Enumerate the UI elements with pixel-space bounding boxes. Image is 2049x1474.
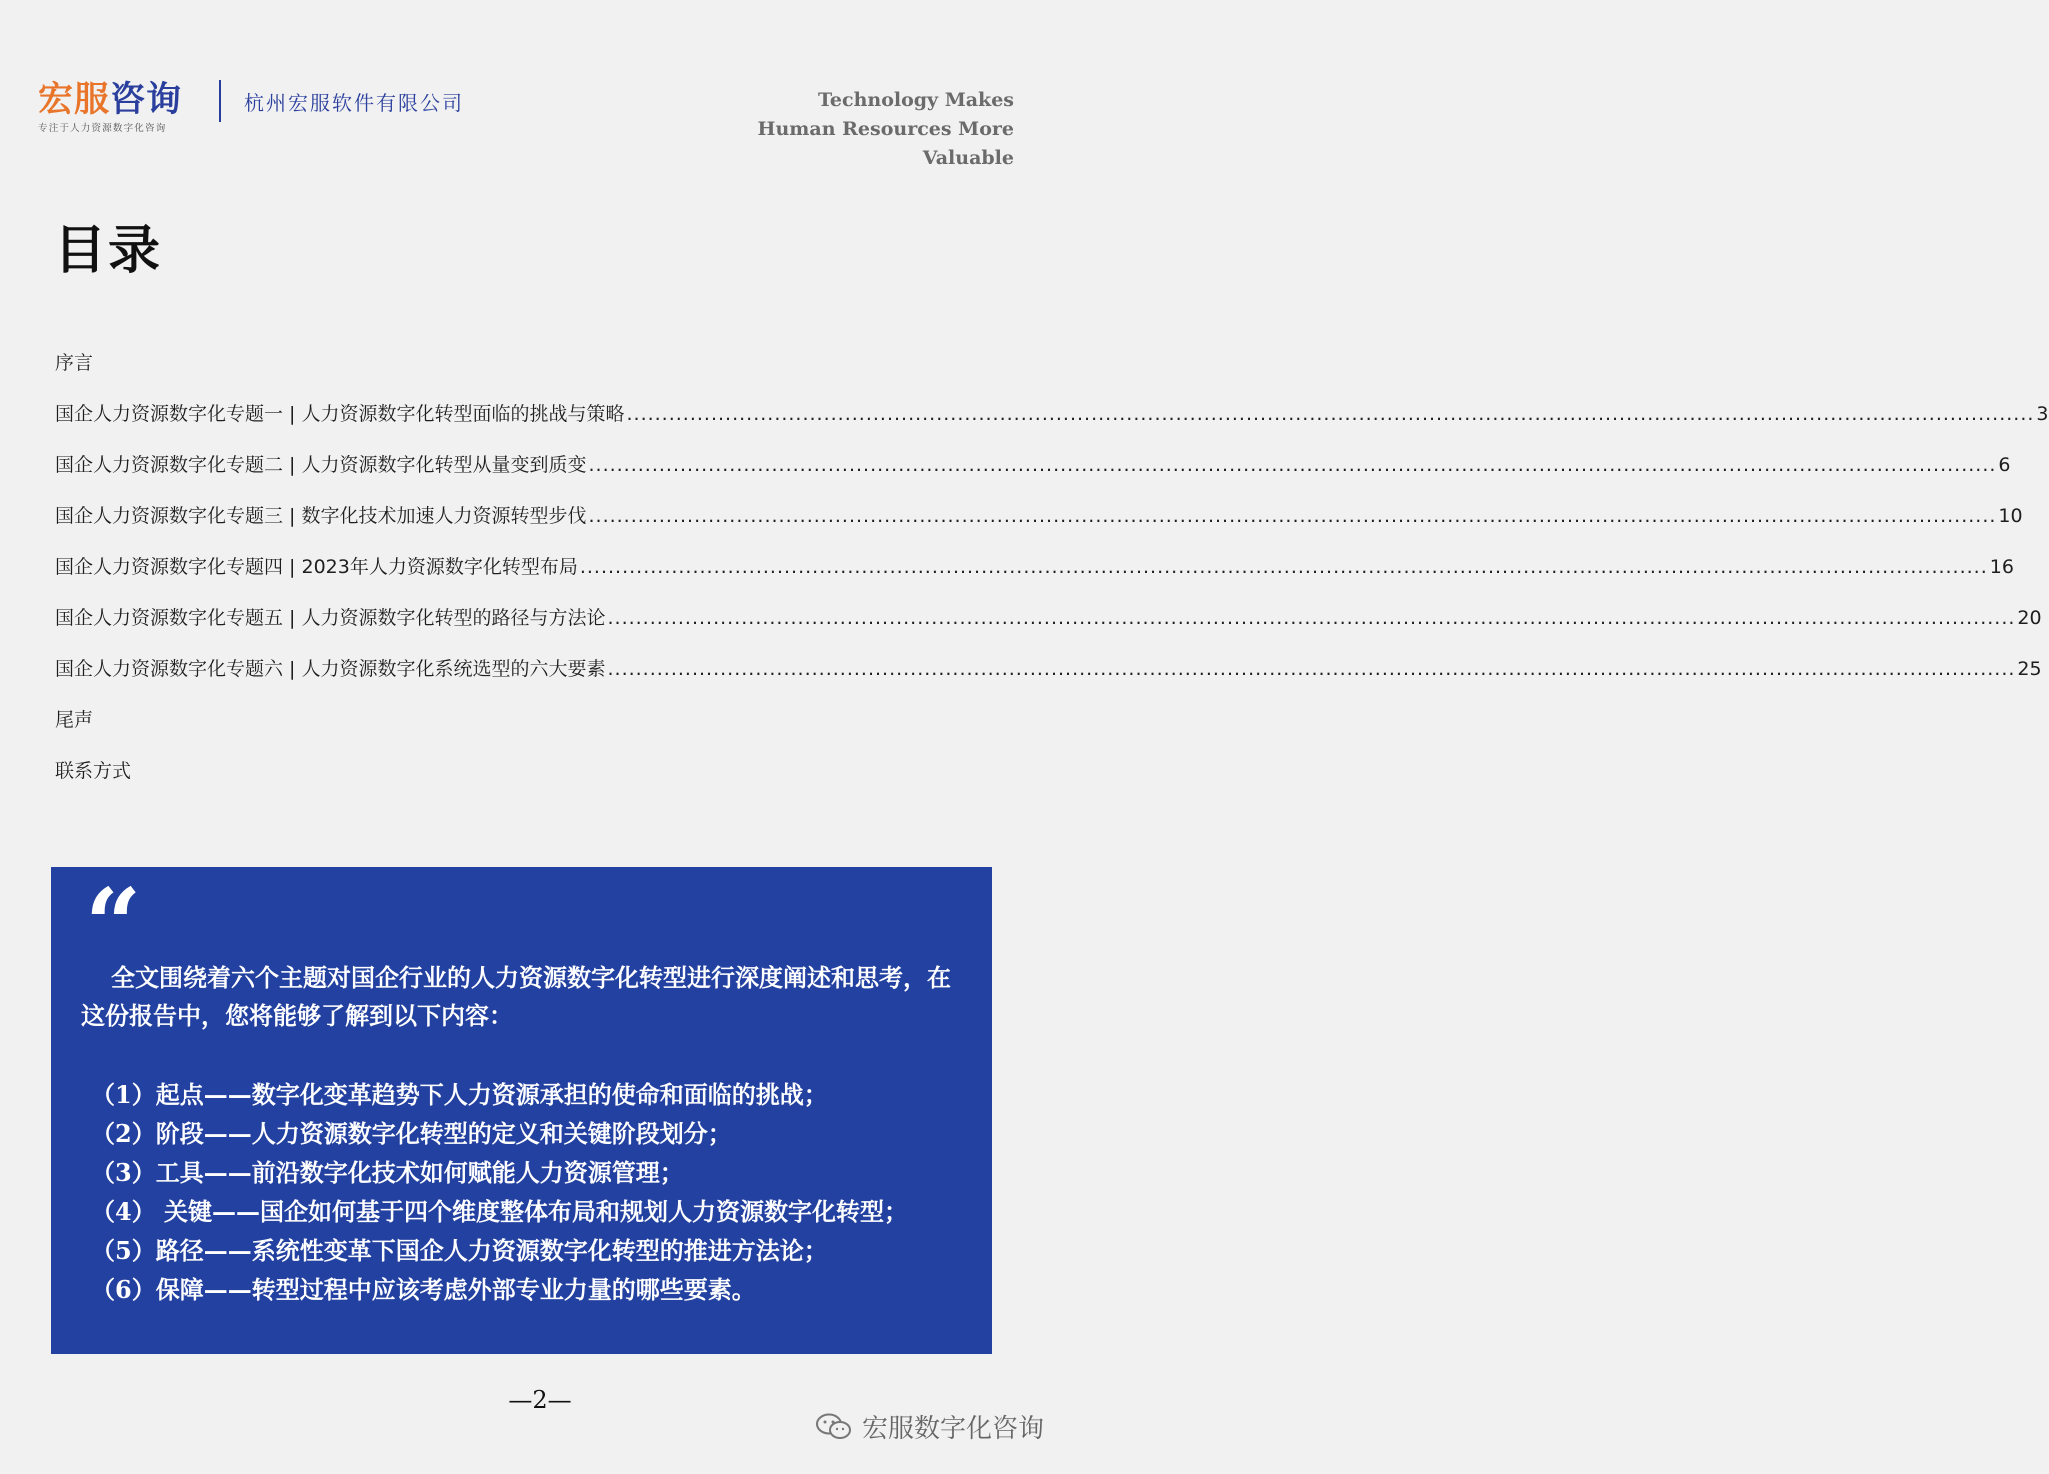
- page-number: —2—: [508, 1386, 572, 1414]
- watermark-text: 宏服数字化咨询: [861, 1414, 1044, 1444]
- logo-tagline: 专注于人力资源数字化咨询: [38, 123, 167, 134]
- toc-title: 目录: [54, 221, 163, 281]
- summary-quote-box: [51, 867, 992, 1354]
- quote-list-item: （3）工具——前沿数字化技术如何赋能人力资源管理；: [91, 1158, 684, 1187]
- quote-mark-icon: “: [85, 868, 142, 983]
- slogan-line: Human Resources More: [757, 118, 1014, 140]
- toc-entry[interactable]: [55, 501, 2023, 552]
- slogan: [734, 86, 1014, 173]
- toc-leader-dots: ........................................................................................................................................................................................................: [588, 454, 1997, 476]
- table-of-contents: [55, 348, 2049, 807]
- logo-wordmark: [38, 80, 208, 120]
- logo-text-a: 宏服: [38, 80, 111, 120]
- quote-list-item: （6）保障——转型过程中应该考虑外部专业力量的哪些要素。: [91, 1275, 756, 1304]
- toc-leader-dots: ........................................................................................................................................................................................................: [626, 403, 2035, 425]
- toc-entry-label: 国企人力资源数字化专题一 | 人力资源数字化转型面临的挑战与策略: [55, 403, 625, 425]
- toc-entry[interactable]: [55, 348, 965, 399]
- toc-entry[interactable]: [55, 756, 965, 807]
- page-header: [0, 0, 1080, 190]
- toc-entry-label: 国企人力资源数字化专题五 | 人力资源数字化转型的路径与方法论: [55, 607, 606, 629]
- toc-entry-page: 20: [2017, 607, 2042, 629]
- toc-entry[interactable]: [55, 705, 965, 756]
- company-name: 杭州宏服软件有限公司: [244, 91, 464, 115]
- wechat-icon: [814, 1412, 854, 1442]
- quote-list-item: （4） 关键——国企如何基于四个维度整体布局和规划人力资源数字化转型；: [91, 1197, 909, 1226]
- toc-leader-dots: ........................................................................................................................................................................................................: [607, 607, 2016, 629]
- toc-entry-page: 6: [1998, 454, 2011, 476]
- toc-leader-dots: ........................................................................................................................................................................................................: [607, 658, 2016, 680]
- quote-list-item: （1）起点——数字化变革趋势下人力资源承担的使命和面临的挑战；: [91, 1080, 828, 1109]
- quote-list-item: （5）路径——系统性变革下国企人力资源数字化转型的推进方法论；: [91, 1236, 828, 1265]
- slogan-line: Valuable: [922, 147, 1014, 169]
- wechat-watermark: [814, 1408, 1044, 1445]
- toc-entry-page: 3: [2036, 403, 2049, 425]
- toc-entry-label: 国企人力资源数字化专题二 | 人力资源数字化转型从量变到质变: [55, 454, 587, 476]
- toc-entry[interactable]: [55, 654, 2042, 705]
- toc-entry-label: 国企人力资源数字化专题三 | 数字化技术加速人力资源转型步伐: [55, 505, 587, 527]
- toc-entry[interactable]: [55, 450, 2011, 501]
- header-divider: [219, 80, 221, 122]
- quote-list-item: （2）阶段——人力资源数字化转型的定义和关键阶段划分；: [91, 1119, 732, 1148]
- logo-text-b: 咨询: [110, 80, 183, 120]
- toc-entry-label: 联系方式: [55, 760, 132, 782]
- toc-entry-page: 16: [1989, 556, 2014, 578]
- toc-entry-label: 尾声: [55, 709, 94, 731]
- toc-entry-page: 25: [2017, 658, 2042, 680]
- slogan-line: Technology Makes: [817, 89, 1014, 111]
- toc-entry-label: 国企人力资源数字化专题六 | 人力资源数字化系统选型的六大要素: [55, 658, 606, 680]
- toc-entry[interactable]: [55, 552, 2014, 603]
- toc-entry[interactable]: [55, 603, 2042, 654]
- quote-intro: 全文围绕着六个主题对国企行业的人力资源数字化转型进行深度阐述和思考，在这份报告中，您将能够了解到以下内容：: [81, 963, 951, 1030]
- toc-entry-page: 10: [1998, 505, 2023, 527]
- toc-entry-label: 序言: [55, 352, 94, 374]
- toc-entry-label: 国企人力资源数字化专题四 | 2023年人力资源数字化转型布局: [55, 556, 578, 578]
- toc-entry[interactable]: [55, 399, 2049, 450]
- company-logo: [38, 80, 208, 134]
- quote-list: [91, 1075, 971, 1309]
- toc-leader-dots: ........................................................................................................................................................................................................: [588, 505, 1997, 527]
- toc-leader-dots: ........................................................................................................................................................................................................: [579, 556, 1988, 578]
